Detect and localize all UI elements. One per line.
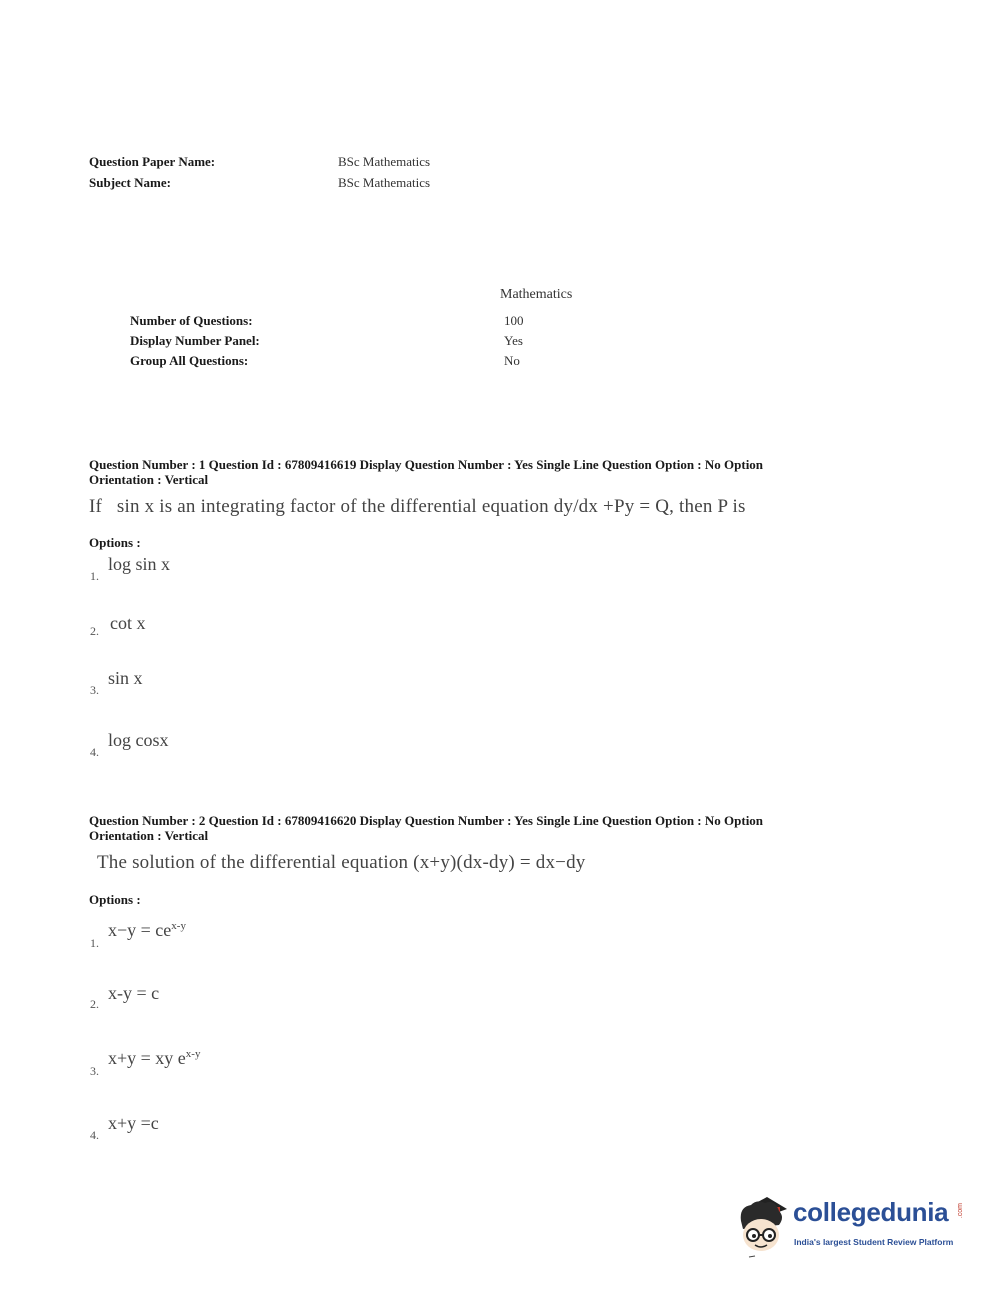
num-questions-value: 100 bbox=[504, 313, 524, 328]
q1-option-1-number: 1. bbox=[90, 569, 99, 583]
q1-option-3-number: 3. bbox=[90, 683, 99, 697]
paper-name-label: Question Paper Name: bbox=[89, 154, 216, 169]
question-1-header-line1: Question Number : 1 Question Id : 67809416619 Display Question Number : Yes Single Line Question Option : No Option bbox=[89, 457, 764, 472]
question-2-header-line1: Question Number : 2 Question Id : 67809416620 Display Question Number : Yes Single Line Question Option : No Option bbox=[89, 813, 764, 828]
q1-option-4-text: log cosx bbox=[108, 730, 169, 750]
q2-option-1-base: x−y = ce bbox=[108, 920, 172, 940]
question-2-header bbox=[89, 813, 864, 843]
section-title: Mathematics bbox=[500, 287, 573, 302]
q1-option-3-text: sin x bbox=[108, 668, 143, 688]
q2-option-2-number: 2. bbox=[90, 997, 99, 1011]
question-2-options-label: Options : bbox=[89, 892, 141, 907]
q2-option-3-base: x+y = xy e bbox=[108, 1048, 186, 1068]
q1-option-2-number: 2. bbox=[90, 624, 99, 638]
q2-option-3-number: 3. bbox=[90, 1064, 99, 1078]
brand-name: collegedunia bbox=[793, 1197, 949, 1227]
display-panel-label: Display Number Panel: bbox=[130, 333, 260, 348]
mascot-icon bbox=[735, 1187, 793, 1259]
question-1-options-label: Options : bbox=[89, 535, 141, 550]
q2-option-2-text: x-y = c bbox=[108, 983, 160, 1003]
collegedunia-logo bbox=[735, 1187, 965, 1259]
group-all-value: No bbox=[504, 353, 520, 368]
question-1-header bbox=[89, 457, 864, 487]
q2-option-3-text bbox=[108, 1048, 200, 1069]
num-questions-label: Number of Questions: bbox=[130, 313, 253, 328]
q2-option-1-number: 1. bbox=[90, 936, 99, 950]
q1-option-2-text: cot x bbox=[110, 613, 146, 633]
group-all-label: Group All Questions: bbox=[130, 353, 249, 368]
question-2-header-line2: Orientation : Vertical bbox=[89, 828, 209, 843]
display-panel-value: Yes bbox=[504, 333, 523, 348]
q2-option-1-exponent: x-y bbox=[171, 920, 186, 932]
brand-domain: .com bbox=[957, 1203, 964, 1219]
q2-option-3-exponent: x-y bbox=[185, 1048, 201, 1060]
question-1-header-line2: Orientation : Vertical bbox=[89, 472, 209, 487]
paper-name-value: BSc Mathematics bbox=[338, 154, 431, 169]
subject-name-value: BSc Mathematics bbox=[338, 175, 431, 190]
subject-name-label: Subject Name: bbox=[89, 175, 171, 190]
q2-option-4-text: x+y =c bbox=[108, 1113, 159, 1133]
question-1-text: If sin x is an integrating factor of the differential equation dy/dx +Py = Q, then P is bbox=[89, 496, 746, 517]
question-2-text: The solution of the differential equation (x+y)(dx-dy) = dx−dy bbox=[97, 852, 586, 873]
brand-tagline: India's largest Student Review Platform bbox=[794, 1237, 954, 1247]
q2-option-4-number: 4. bbox=[90, 1128, 99, 1142]
q1-option-4-number: 4. bbox=[90, 745, 99, 759]
q2-option-1-text bbox=[108, 920, 186, 941]
q1-option-1-text: log sin x bbox=[108, 554, 171, 574]
